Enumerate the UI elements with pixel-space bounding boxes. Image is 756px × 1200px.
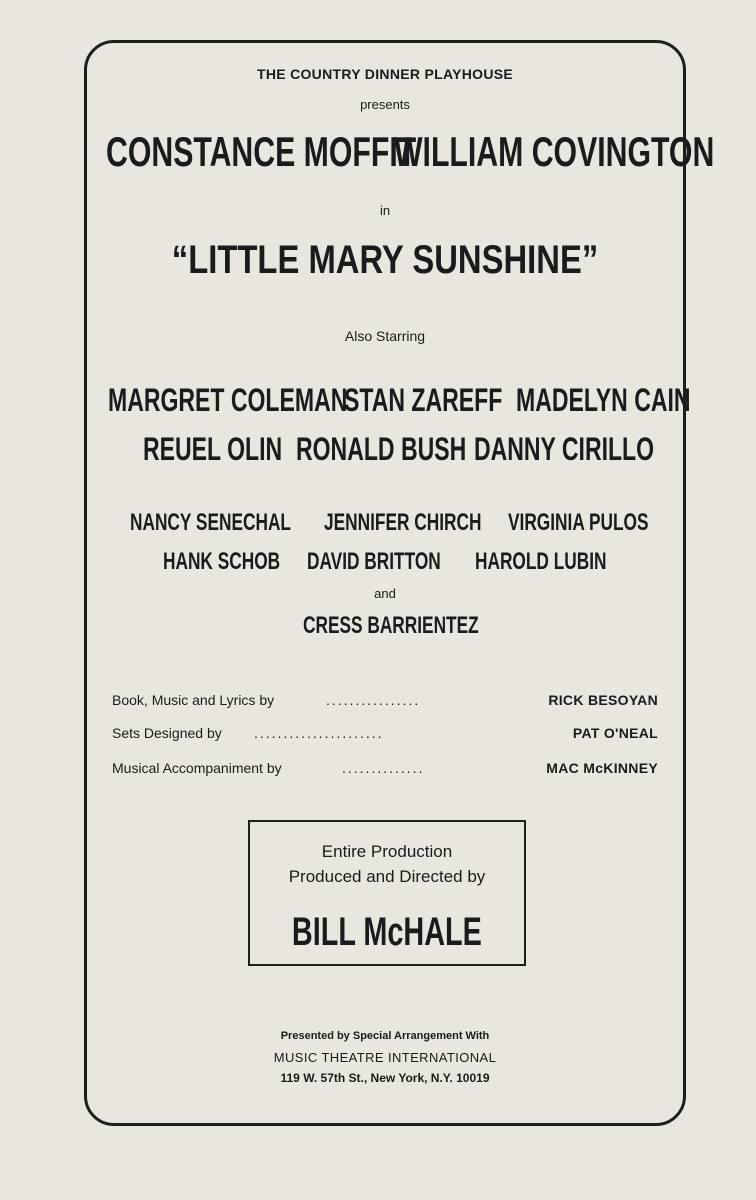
production-line: Produced and Directed by	[288, 867, 486, 886]
also-starring-label: Also Starring	[344, 328, 426, 344]
cast-name: DANNY CIRILLO	[474, 431, 655, 467]
cast-name: HANK SCHOB	[163, 548, 281, 575]
cast-name: MADELYN CAIN	[516, 382, 691, 418]
production-box	[248, 820, 526, 966]
director-name: BILL McHALE	[292, 910, 482, 954]
credit-name: MAC McKINNEY	[546, 760, 658, 776]
credit-dots: ......................	[254, 725, 384, 741]
cast-name: NANCY SENECHAL	[130, 509, 291, 536]
show-title-wrap	[84, 238, 686, 283]
cast-name: HAROLD LUBIN	[475, 548, 607, 575]
credit-dots: ................	[326, 692, 421, 708]
and-label: and	[374, 586, 396, 601]
production-line: Entire Production	[321, 842, 453, 861]
star-name: WILLIAM COVINGTON	[394, 128, 715, 175]
credit-label: Sets Designed by	[112, 725, 222, 741]
cast-name: VIRGINIA PULOS	[508, 509, 649, 536]
licensor-address: 119 W. 57th St., New York, N.Y. 10019	[280, 1071, 490, 1085]
cast-name: MARGRET COLEMAN	[108, 382, 348, 418]
star-name: CONSTANCE MOFFIT	[106, 128, 417, 175]
star-billing	[84, 128, 715, 178]
venue-name: THE COUNTRY DINNER PLAYHOUSE	[256, 66, 514, 82]
credit-dots: ..............	[342, 760, 425, 776]
in-label: in	[379, 203, 391, 218]
cast-name: JENNIFER CHIRCH	[324, 509, 482, 536]
show-title: “LITTLE MARY SUNSHINE”	[171, 238, 599, 282]
cast-name: DAVID BRITTON	[307, 548, 441, 575]
cast-name: RONALD BUSH	[296, 431, 467, 467]
cast-name: REUEL OLIN	[143, 431, 283, 467]
presents-label: presents	[360, 97, 410, 112]
credit-label: Musical Accompaniment by	[112, 760, 282, 776]
cast-name: STAN ZAREFF	[344, 382, 503, 418]
arrangement-text: Presented by Special Arrangement With	[280, 1030, 490, 1042]
credit-name: PAT O'NEAL	[572, 725, 658, 741]
cast-name-final: CRESS BARRIENTEZ	[303, 612, 479, 639]
licensor-name: MUSIC THEATRE INTERNATIONAL	[273, 1050, 497, 1065]
credit-label: Book, Music and Lyrics by	[112, 692, 275, 708]
director-wrap	[250, 910, 524, 955]
credit-name: RICK BESOYAN	[548, 692, 658, 708]
